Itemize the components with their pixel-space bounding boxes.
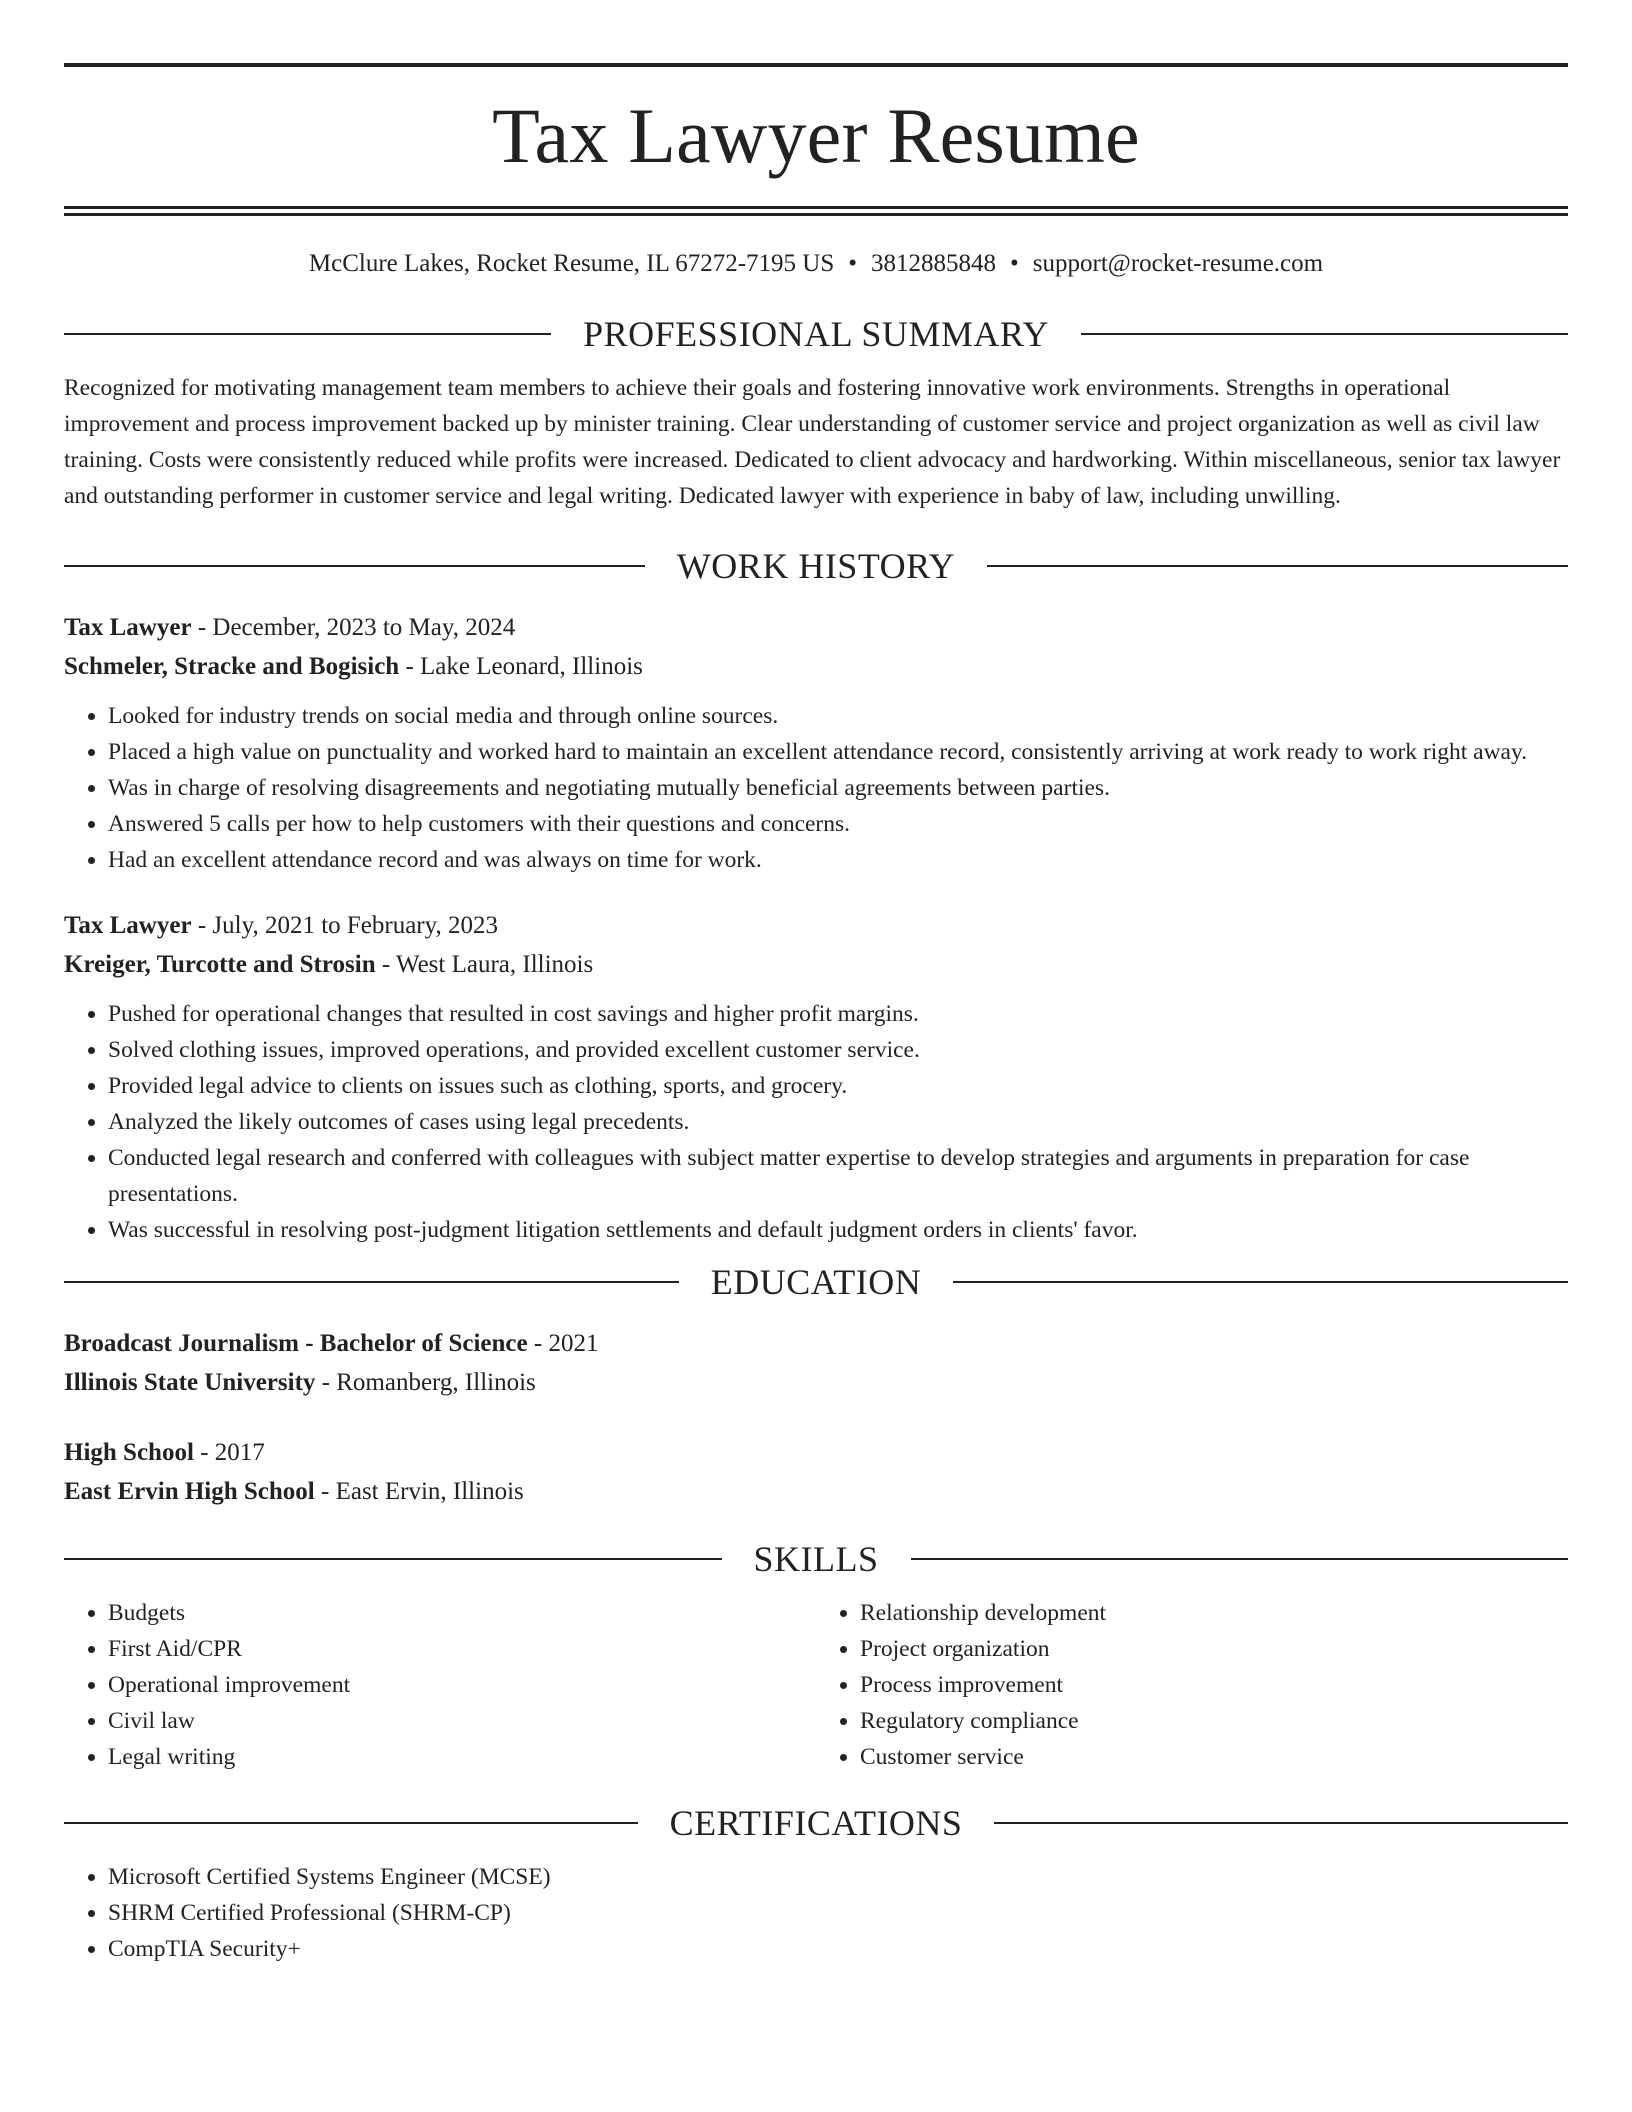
list-item: • First Aid/CPR bbox=[108, 1631, 816, 1667]
skills-grid bbox=[64, 1595, 1568, 1775]
heading-rule bbox=[64, 1558, 722, 1560]
certifications-list bbox=[64, 1859, 1568, 1967]
section-title: SKILLS bbox=[753, 1539, 879, 1579]
heading-rule bbox=[64, 333, 551, 335]
list-item: • Answered 5 calls per how to help customers with their questions and concerns. bbox=[108, 806, 1568, 842]
education-location: - Romanberg, Illinois bbox=[315, 1369, 536, 1396]
heading-rule bbox=[1081, 333, 1568, 335]
education-year: - 2017 bbox=[193, 1439, 265, 1466]
job-dates: - July, 2021 to February, 2023 bbox=[191, 912, 499, 939]
list-item: • Provided legal advice to clients on issues such as clothing, sports, and grocery. bbox=[108, 1068, 1568, 1104]
section-heading-summary bbox=[64, 312, 1568, 356]
contact-separator: • bbox=[848, 250, 858, 277]
list-item: • Operational improvement bbox=[108, 1667, 816, 1703]
top-rule bbox=[64, 63, 1568, 67]
contact-email: support@rocket-resume.com bbox=[1032, 250, 1324, 277]
education-degree-line bbox=[64, 1324, 1568, 1363]
job-dates: - December, 2023 to May, 2024 bbox=[191, 614, 516, 641]
list-item: • Was in charge of resolving disagreements and negotiating mutually beneficial agreements between parties. bbox=[108, 770, 1568, 806]
heading-rule bbox=[64, 565, 645, 567]
job-title-line bbox=[64, 906, 1568, 945]
list-item: • Project organization bbox=[860, 1631, 1568, 1667]
heading-rule bbox=[987, 565, 1568, 567]
job-entry bbox=[64, 608, 1568, 878]
education-degree-line bbox=[64, 1433, 1568, 1472]
title-double-rule bbox=[64, 206, 1568, 216]
list-item: • Looked for industry trends on social media and through online sources. bbox=[108, 698, 1568, 734]
job-location: - Lake Leonard, Illinois bbox=[399, 653, 643, 680]
education-degree: High School bbox=[64, 1439, 194, 1466]
list-item: • Regulatory compliance bbox=[860, 1703, 1568, 1739]
list-item: • SHRM Certified Professional (SHRM-CP) bbox=[108, 1895, 1568, 1931]
section-title: EDUCATION bbox=[710, 1262, 922, 1302]
section-heading-skills bbox=[64, 1537, 1568, 1581]
section-title: PROFESSIONAL SUMMARY bbox=[583, 314, 1049, 354]
education-entry bbox=[64, 1433, 1568, 1511]
list-item: • Conducted legal research and conferred with colleagues with subject matter expertise to develop strategies and arguments in preparation for case presentations. bbox=[108, 1140, 1568, 1212]
heading-rule bbox=[953, 1281, 1568, 1283]
list-item: • Analyzed the likely outcomes of cases using legal precedents. bbox=[108, 1104, 1568, 1140]
list-item: • Microsoft Certified Systems Engineer (MCSE) bbox=[108, 1859, 1568, 1895]
job-company: Kreiger, Turcotte and Strosin bbox=[64, 951, 376, 978]
list-item: • Legal writing bbox=[108, 1739, 816, 1775]
education-school-line bbox=[64, 1363, 1568, 1402]
skills-column-left bbox=[64, 1595, 816, 1775]
job-company: Schmeler, Stracke and Bogisich bbox=[64, 653, 400, 680]
contact-line bbox=[64, 249, 1568, 279]
list-item: • Pushed for operational changes that resulted in cost savings and higher profit margins. bbox=[108, 996, 1568, 1032]
education-school-line bbox=[64, 1472, 1568, 1511]
job-title: Tax Lawyer bbox=[64, 912, 192, 939]
job-entry bbox=[64, 906, 1568, 1248]
job-title-line bbox=[64, 608, 1568, 647]
job-location: - West Laura, Illinois bbox=[375, 951, 594, 978]
education-degree: Broadcast Journalism - Bachelor of Science bbox=[64, 1330, 528, 1357]
list-item: • Budgets bbox=[108, 1595, 816, 1631]
education-school: East Ervin High School bbox=[64, 1478, 315, 1505]
list-item: • CompTIA Security+ bbox=[108, 1931, 1568, 1967]
heading-rule bbox=[911, 1558, 1569, 1560]
contact-separator: • bbox=[1010, 250, 1019, 277]
heading-rule bbox=[994, 1822, 1568, 1824]
heading-rule bbox=[64, 1281, 679, 1283]
section-title: WORK HISTORY bbox=[676, 546, 956, 586]
list-item: • Solved clothing issues, improved operations, and provided excellent customer service. bbox=[108, 1032, 1568, 1068]
education-school: Illinois State University bbox=[64, 1369, 316, 1396]
contact-phone: 3812885848 bbox=[871, 250, 997, 277]
section-heading-education bbox=[64, 1260, 1568, 1304]
resume-page bbox=[64, 0, 1568, 1967]
job-company-line bbox=[64, 647, 1568, 686]
section-title: CERTIFICATIONS bbox=[669, 1803, 963, 1843]
job-company-line bbox=[64, 945, 1568, 984]
job-title: Tax Lawyer bbox=[64, 614, 192, 641]
job-bullets bbox=[64, 698, 1568, 878]
list-item: • Was successful in resolving post-judgment litigation settlements and default judgment orders in clients' favor. bbox=[108, 1212, 1568, 1248]
list-item: • Placed a high value on punctuality and worked hard to maintain an excellent attendance record, consistently arriving at work ready to work right away. bbox=[108, 734, 1568, 770]
education-entry bbox=[64, 1324, 1568, 1402]
skills-column-right bbox=[816, 1595, 1568, 1775]
list-item: • Customer service bbox=[860, 1739, 1568, 1775]
list-item: • Civil law bbox=[108, 1703, 816, 1739]
list-item: • Relationship development bbox=[860, 1595, 1568, 1631]
list-item: • Had an excellent attendance record and was always on time for work. bbox=[108, 842, 1568, 878]
section-heading-work-history bbox=[64, 544, 1568, 588]
section-heading-certifications bbox=[64, 1801, 1568, 1845]
education-year: - 2021 bbox=[527, 1330, 599, 1357]
contact-address: McClure Lakes, Rocket Resume, IL 67272-7195 US bbox=[308, 250, 835, 277]
job-bullets bbox=[64, 996, 1568, 1248]
education-location: - East Ervin, Illinois bbox=[314, 1478, 524, 1505]
summary-paragraph: Recognized for motivating management team members to achieve their goals and fostering innovative work environments. Strengths in operational improvement and process improvement backed up by minister training. Clear understanding of customer service and project organization as well as civil law training. Costs were consistently reduced while profits were increased. Dedicated to client advocacy and hardworking. Within miscellaneous, senior tax lawyer and outstanding performer in customer service and legal writing. Dedicated lawyer with experience in baby of law, including unwilling. bbox=[64, 375, 1561, 509]
resume-title: Tax Lawyer Resume bbox=[492, 92, 1140, 179]
heading-rule bbox=[64, 1822, 638, 1824]
list-item: • Process improvement bbox=[860, 1667, 1568, 1703]
